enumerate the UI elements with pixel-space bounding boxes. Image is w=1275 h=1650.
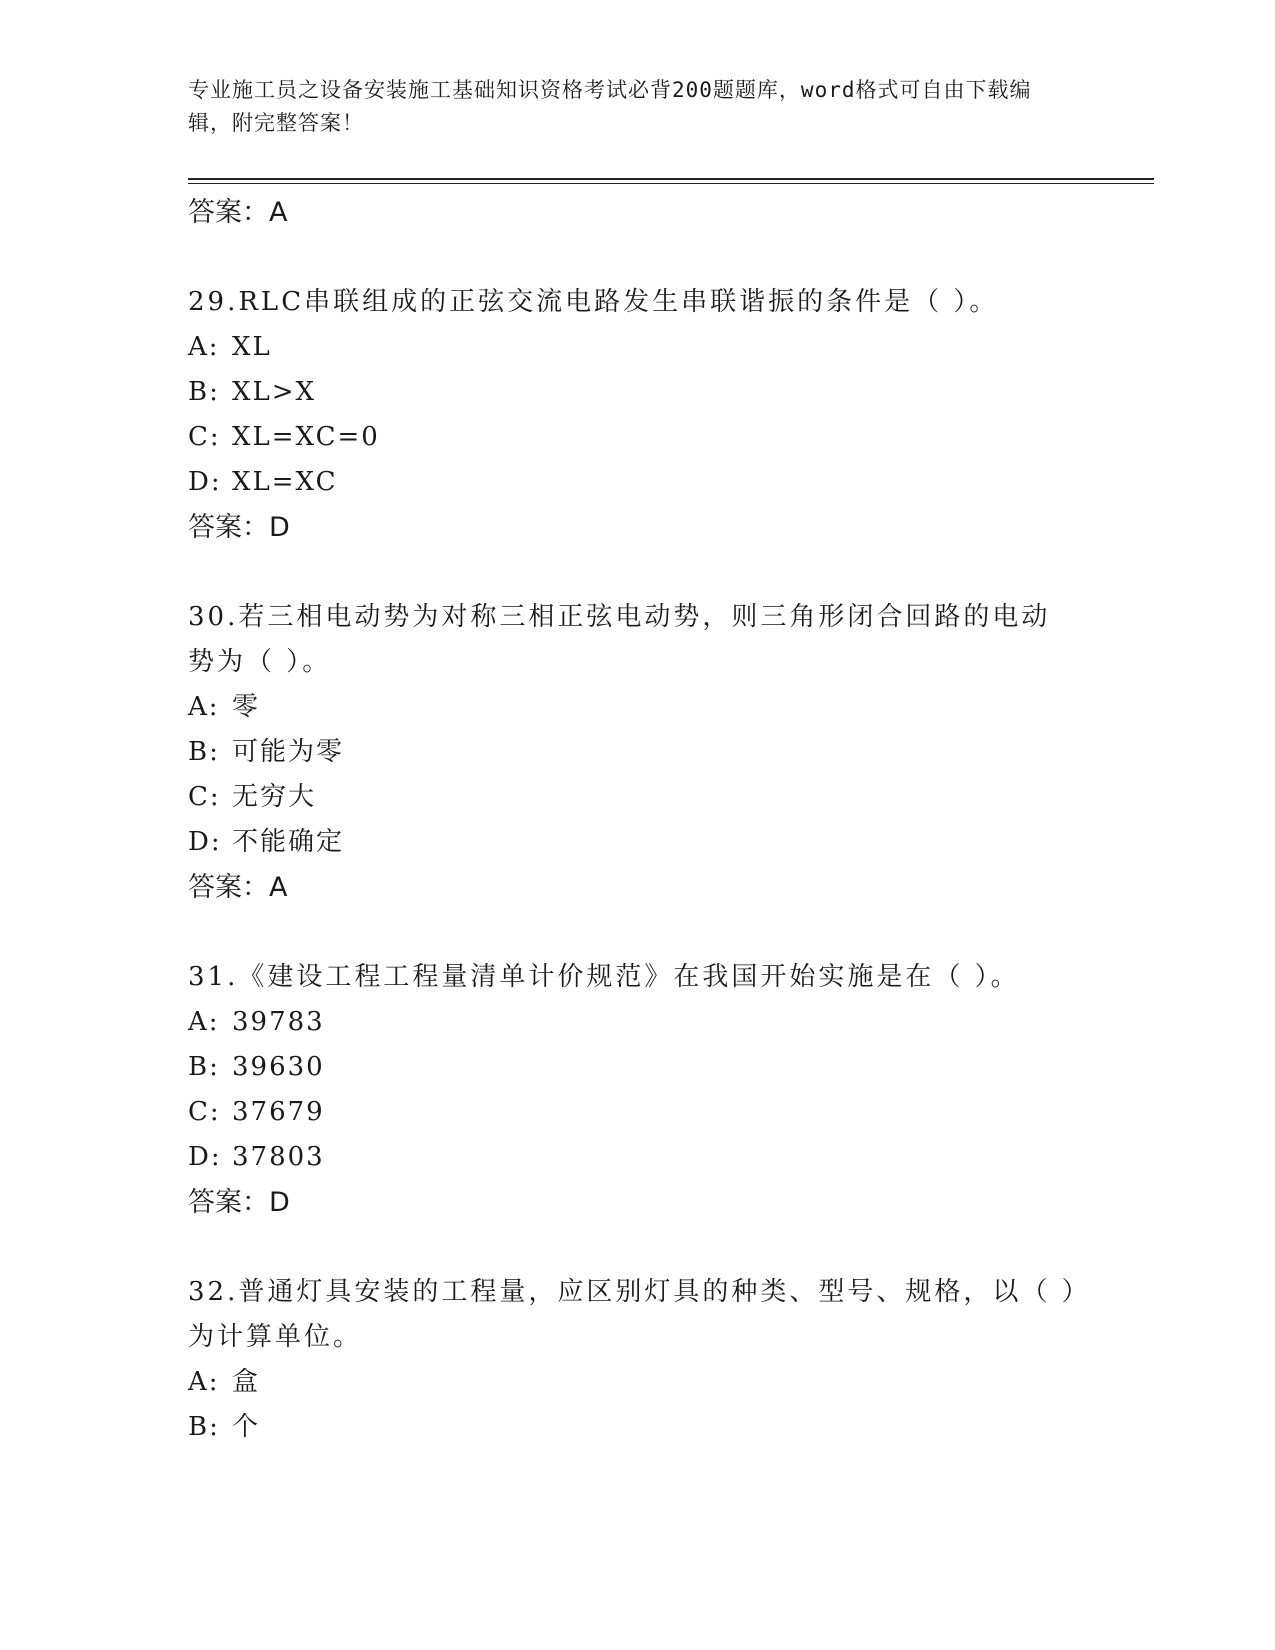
option-text: 可能为零: [232, 737, 345, 767]
document-header: 专业施工员之设备安装施工基础知识资格考试必背200题题库，word格式可自由下载编辑，附完整答案！: [188, 78, 1032, 135]
answer-option: [188, 1090, 1154, 1135]
question-text: 32.普通灯具安装的工程量，应区别灯具的种类、型号、规格，以（ ）为计算单位。: [188, 1277, 1078, 1352]
option-text: XL=XC=0: [232, 422, 380, 452]
option-letter: C:: [188, 1097, 221, 1127]
answer-option: [188, 325, 1154, 370]
option-text: 39630: [232, 1052, 325, 1082]
spacer: [188, 1226, 1154, 1270]
question-text: 31.《建设工程工程量清单计价规范》在我国开始实施是在（ ）。: [188, 962, 1020, 992]
option-letter: C:: [188, 782, 221, 812]
option-text: 无穷大: [232, 782, 317, 812]
answer-option: [188, 1360, 1154, 1405]
question-list: [188, 190, 1154, 1450]
answer-option: [188, 1000, 1154, 1045]
answer-option: [188, 1045, 1154, 1090]
option-text: 37803: [232, 1142, 325, 1172]
answer-option: [188, 460, 1154, 505]
answer-option: [188, 775, 1154, 820]
answer-line: 答案：A: [188, 872, 288, 903]
option-text: XL: [232, 332, 272, 362]
option-text: 39783: [232, 1007, 325, 1037]
option-letter: C:: [188, 422, 221, 452]
answer-option: [188, 685, 1154, 730]
answer-option: [188, 1405, 1154, 1450]
option-letter: A:: [188, 692, 220, 722]
option-text: 个: [232, 1412, 261, 1442]
answer-line: 答案：D: [188, 512, 290, 543]
answer-option: [188, 370, 1154, 415]
option-text: 零: [232, 692, 261, 722]
option-text: 盒: [232, 1367, 261, 1397]
answer-option: [188, 415, 1154, 460]
answer-line: 答案：A: [188, 197, 288, 228]
option-letter: D:: [188, 827, 222, 857]
spacer: [188, 911, 1154, 955]
header-divider: [188, 178, 1154, 184]
option-letter: A:: [188, 1007, 220, 1037]
option-text: 不能确定: [232, 827, 345, 857]
option-text: 37679: [232, 1097, 325, 1127]
spacer: [188, 551, 1154, 595]
option-letter: A:: [188, 332, 220, 362]
option-letter: B:: [188, 1052, 220, 1082]
answer-option: [188, 1135, 1154, 1180]
option-letter: B:: [188, 737, 220, 767]
option-letter: D:: [188, 1142, 222, 1172]
spacer: [188, 236, 1154, 280]
option-letter: B:: [188, 377, 220, 407]
question-text: 29.RLC串联组成的正弦交流电路发生串联谐振的条件是（ ）。: [188, 287, 999, 317]
option-text: XL=XC: [232, 467, 338, 497]
option-letter: D:: [188, 467, 222, 497]
answer-option: [188, 730, 1154, 775]
option-text: XL>X: [232, 377, 317, 407]
question-text: 30.若三相电动势为对称三相正弦电动势，则三角形闭合回路的电动势为（ ）。: [188, 602, 1051, 677]
answer-option: [188, 820, 1154, 865]
answer-line: 答案：D: [188, 1187, 290, 1218]
option-letter: A:: [188, 1367, 220, 1397]
option-letter: B:: [188, 1412, 220, 1442]
